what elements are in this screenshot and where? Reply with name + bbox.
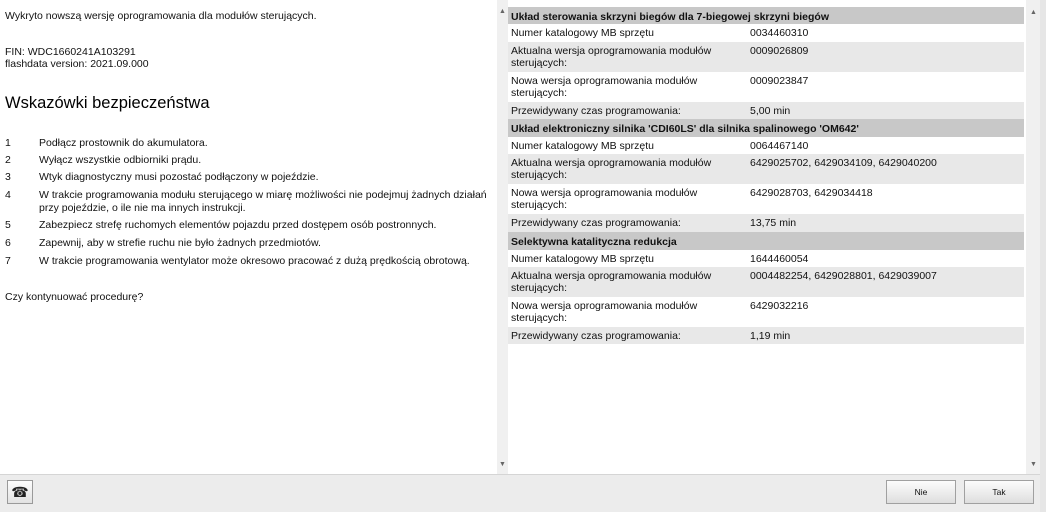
flashdata-version: flashdata version: 2021.09.000 (5, 58, 149, 70)
step-text: Wyłącz wszystkie odbiorniki prądu. (39, 154, 202, 166)
step-text: Wtyk diagnostyczny musi pozostać podłączony w pojeździe. (39, 171, 319, 183)
button-bar (0, 474, 1040, 512)
table-row (508, 327, 1024, 344)
scroll-down-icon[interactable]: ▼ (499, 461, 506, 468)
step-text: Zapewnij, aby w strefie ruchu nie było żadnych przedmiotów. (39, 237, 321, 249)
table-row (508, 250, 1024, 267)
row-label: Nowa wersja oprogramowania modułów sterujących: (511, 75, 698, 99)
yes-button[interactable]: Tak (964, 480, 1034, 504)
safety-heading: Wskazówki bezpieczeństwa (5, 94, 210, 112)
row-label: Przewidywany czas programowania: (511, 330, 681, 342)
row-value: 6429025702, 6429034109, 6429040200 (750, 157, 937, 169)
left-scrollbar[interactable] (497, 0, 508, 474)
scroll-up-icon[interactable]: ▲ (499, 8, 506, 15)
row-value: 0009023847 (750, 75, 809, 87)
step-text: Podłącz prostownik do akumulatora. (39, 137, 208, 149)
row-label: Nowa wersja oprogramowania modułów sterujących: (511, 187, 698, 211)
row-label: Aktualna wersja oprogramowania modułów sterujących: (511, 157, 712, 181)
no-button[interactable]: Nie (886, 480, 956, 504)
table-row (508, 297, 1024, 327)
section-header (508, 7, 1024, 24)
step-number: 7 (5, 255, 11, 267)
step-number: 3 (5, 171, 11, 183)
table-row (508, 267, 1024, 297)
row-label: Numer katalogowy MB sprzętu (511, 140, 654, 152)
table-row (508, 24, 1024, 42)
table-row (508, 137, 1024, 154)
row-value: 1644460054 (750, 253, 809, 265)
support-phone-button[interactable] (7, 480, 33, 504)
table-row (508, 102, 1024, 119)
scroll-down-icon[interactable]: ▼ (1030, 461, 1037, 468)
row-label: Nowa wersja oprogramowania modułów sterujących: (511, 300, 698, 324)
step-number: 4 (5, 189, 11, 201)
module-details-pane (508, 0, 1026, 474)
row-label: Przewidywany czas programowania: (511, 105, 681, 117)
step-text: W trakcie programowania modułu sterującego w miarę możliwości nie podejmuj żadnych działań przy pojeździe, o ile nie ma innych instrukcji. (39, 189, 487, 214)
fin-text: FIN: WDC1660241A103291 (5, 46, 136, 58)
row-value: 13,75 min (750, 217, 797, 229)
step-number: 1 (5, 137, 11, 149)
intro-text: Wykryto nowszą wersję oprogramowania dla modułów sterujących. (5, 10, 317, 22)
left-pane (0, 0, 497, 474)
section-title: Selektywna katalityczna redukcja (511, 236, 677, 248)
section-title: Układ elektroniczny silnika 'CDI60LS' dla silnika spalinowego 'OM642' (511, 123, 859, 135)
step-text: W trakcie programowania wentylator może okresowo pracować z dużą prędkością obrotową. (39, 255, 470, 267)
row-label: Numer katalogowy MB sprzętu (511, 27, 654, 39)
table-row (508, 154, 1024, 184)
section-header (508, 119, 1024, 137)
row-value: 6429032216 (750, 300, 809, 312)
right-scrollbar[interactable] (1026, 0, 1040, 474)
table-row (508, 42, 1024, 72)
scroll-up-icon[interactable]: ▲ (1030, 9, 1037, 16)
row-value: 1,19 min (750, 330, 791, 342)
table-row (508, 72, 1024, 102)
section-title: Układ sterowania skrzyni biegów dla 7-biegowej skrzyni biegów (511, 11, 829, 23)
row-label: Numer katalogowy MB sprzętu (511, 253, 654, 265)
table-row (508, 214, 1024, 232)
section-header (508, 232, 1024, 250)
step-text: Zabezpiecz strefę ruchomych elementów pojazdu przed dostępem osób postronnych. (39, 219, 437, 231)
row-value: 5,00 min (750, 105, 791, 117)
window-edge (1040, 0, 1046, 512)
continue-question: Czy kontynuować procedurę? (5, 291, 144, 303)
row-value: 6429028703, 6429034418 (750, 187, 873, 199)
row-value: 0009026809 (750, 45, 809, 57)
table-row (508, 184, 1024, 214)
row-label: Aktualna wersja oprogramowania modułów sterujących: (511, 270, 712, 294)
step-number: 6 (5, 237, 11, 249)
row-label: Aktualna wersja oprogramowania modułów sterujących: (511, 45, 712, 69)
row-value: 0034460310 (750, 27, 809, 39)
row-value: 0064467140 (750, 140, 809, 152)
step-number: 5 (5, 219, 11, 231)
telephone-icon: ☎ (11, 483, 29, 500)
row-value: 0004482254, 6429028801, 6429039007 (750, 270, 937, 282)
row-label: Przewidywany czas programowania: (511, 217, 681, 229)
step-number: 2 (5, 154, 11, 166)
